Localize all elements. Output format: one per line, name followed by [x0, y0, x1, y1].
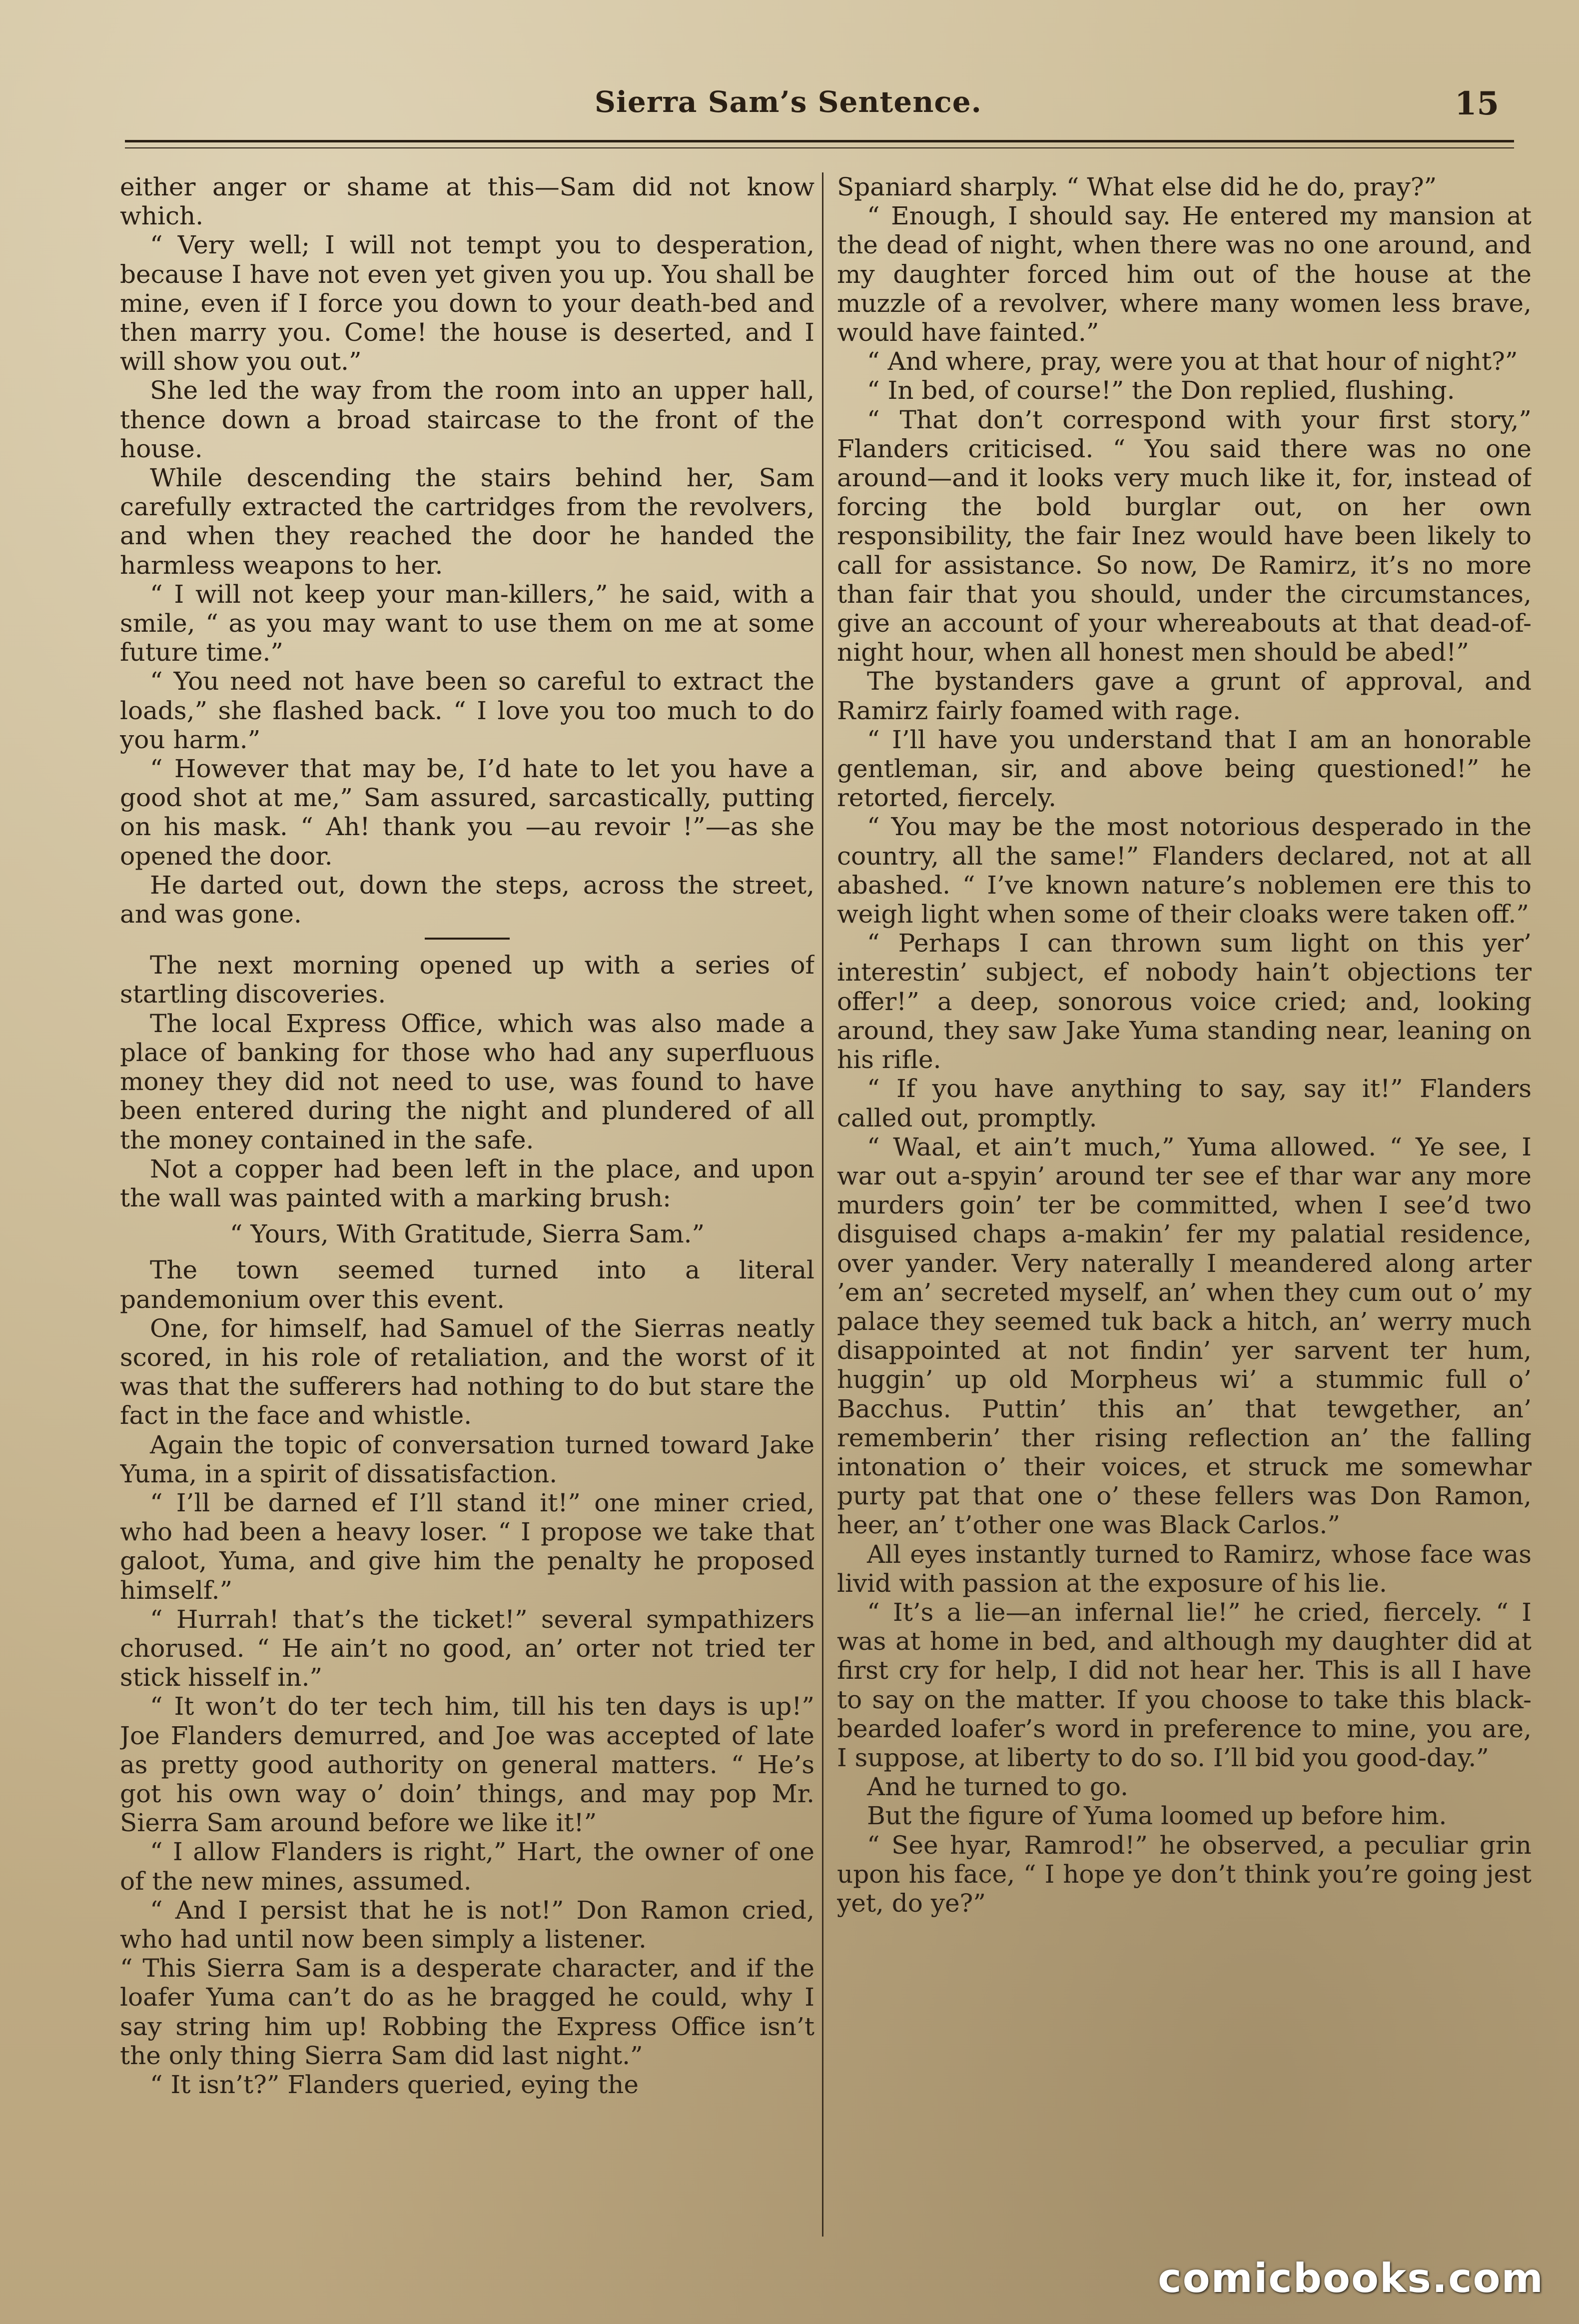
paragraph: But the figure of Yuma loomed up before him.	[867, 1801, 1447, 1831]
paragraph: Not a copper had been left in the place, and upon the wall was painted with a marking brush:	[120, 1154, 814, 1212]
left-section-1	[120, 172, 814, 929]
paragraph: “ It isn’t?” Flanders queried, eying the	[150, 2070, 639, 2099]
left-section-2	[120, 951, 814, 1212]
right-section	[837, 172, 1532, 1918]
paragraph: “ Enough, I should say. He entered my mansion at the dead of night, when there was no one around, and my daughter forced him out of the house at the muzzle of a revolver, where many women less brave, would have fainted.”	[837, 201, 1532, 347]
paragraph: “ It won’t do ter tech him, till his ten days is up!” Joe Flanders demurred, and Joe was accepted of late as pretty good authority on general matters. “ He’s got his own way o’ doin’ things, and may pop Mr. Sierra Sam around before we like it!”	[120, 1692, 814, 1838]
paragraph: “ That don’t correspond with your first story,” Flanders criticised. “ You said there was no one around—and it looks very much like it, for, instead of forcing the bold burglar out, on her own responsibility, the fair Inez would have been likely to call for assistance. So now, De Ramirz, it’s no more than fair that you should, under the circumstances, give an account of your whereabouts at that dead-of-night hour, when all honest men should be abed!”	[837, 405, 1532, 667]
paragraph: He darted out, down the steps, across the street, and was gone.	[120, 870, 814, 929]
site-watermark: comicbooks.com	[1158, 2255, 1544, 2302]
paragraph: “ Hurrah! that’s the ticket!” several sympathizers chorused. “ He ain’t no good, an’ orter not tried ter stick hisself in.”	[120, 1604, 814, 1692]
left-section-3	[120, 1255, 814, 2099]
right-column	[837, 172, 1532, 2237]
paragraph: The town seemed turned into a literal pandemonium over this event.	[120, 1255, 814, 1314]
page-number: 15	[1454, 85, 1499, 122]
paragraph: Again the topic of conversation turned toward Jake Yuma, in a spirit of dissatisfaction.	[120, 1430, 814, 1488]
running-title: Sierra Sam’s Sentence.	[595, 85, 982, 119]
paragraph: “ You need not have been so careful to extract the loads,” she flashed back. “ I love you too much to do you harm.”	[120, 667, 814, 754]
paragraph: Spaniard sharply. “ What else did he do, pray?”	[837, 172, 1437, 201]
paragraph: The local Express Office, which was also made a place of banking for those who had any superfluous money they did not need to use, was found to have been entered during the night and plundered of all the money contained in the safe.	[120, 1009, 814, 1155]
paragraph: either anger or shame at this—Sam did not know which.	[120, 172, 814, 231]
paragraph: “ I allow Flanders is right,” Hart, the owner of one of the new mines, assumed.	[120, 1837, 814, 1896]
paragraph: “ And I persist that he is not!” Don Ramon cried, who had until now been simply a listener.	[120, 1895, 814, 1954]
paragraph: “ However that may be, I’d hate to let you have a good shot at me,” Sam assured, sarcastically, putting on his mask. “ Ah! thank you —au revoir !”—as she opened the door.	[120, 754, 814, 871]
paragraph: “ Waal, et ain’t much,” Yuma allowed. “ Ye see, I war out a-spyin’ around ter see ef thar war any more murders goin’ ter be committed, when I see’d two disguised chaps a-makin’ fer my palatial residence, over yander. Very naterally I meandered along arter ’em an’ secreted myself, an’ when they cum out o’ my palace they seemed tuk back a hitch, an’ werry much disappointed at not findin’ yer sarvent ter hum, huggin’ up old Morpheus wi’ a stummic full o’ Bacchus. Puttin’ this an’ that tewgether, an’ rememberin’ ther rising reflection an’ the falling intonation o’ their voices, et struck me somewhar purty pat that one o’ these fellers was Don Ramon, heer, an’ t’other one was Black Carlos.”	[837, 1132, 1532, 1540]
paragraph: “ And where, pray, were you at that hour of night?”	[867, 347, 1518, 376]
paragraph: “ This Sierra Sam is a desperate character, and if the loafer Yuma can’t do as he bragged he could, why I say string him up! Robbing the Express Office isn’t the only thing Sierra Sam did last night.”	[120, 1954, 814, 2070]
paragraph: The bystanders gave a grunt of approval, and Ramirz fairly foamed with rage.	[837, 667, 1532, 725]
paragraph: And he turned to go.	[867, 1772, 1128, 1802]
paragraph: The next morning opened up with a series of startling discoveries.	[120, 951, 814, 1009]
paragraph: “ I will not keep your man-killers,” he said, with a smile, “ as you may want to use them on me at some future time.”	[120, 579, 814, 667]
paragraph: While descending the stairs behind her, Sam carefully extracted the cartridges from the revolvers, and when they reached the door he handed the harmless weapons to her.	[120, 463, 814, 580]
paragraph: “ I’ll be darned ef I’ll stand it!” one miner cried, who had been a heavy loser. “ I propose we take that galoot, Yuma, and give him the penalty he proposed himself.”	[120, 1488, 814, 1605]
paragraph: “ I’ll have you understand that I am an honorable gentleman, sir, and above being questioned!” he retorted, fiercely.	[837, 725, 1532, 813]
paragraph: One, for himself, had Samuel of the Sierras neatly scored, in his role of retaliation, and the worst of it was that the sufferers had nothing to do but stare the fact in the face and whistle.	[120, 1313, 814, 1430]
paragraph: She led the way from the room into an upper hall, thence down a broad staircase to the front of the house.	[120, 376, 814, 463]
paragraph: “ Perhaps I can thrown sum light on this yer’ interestin’ subject, ef nobody hain’t objections ter offer!” a deep, sonorous voice cried; and, looking around, they saw Jake Yuma standing near, leaning on his rifle.	[837, 929, 1532, 1075]
column-divider	[822, 172, 823, 2237]
paragraph: “ If you have anything to say, say it!” Flanders called out, promptly.	[837, 1074, 1532, 1133]
paragraph: “ In bed, of course!” the Don replied, flushing.	[867, 376, 1455, 405]
paragraph: “ See hyar, Ramrod!” he observed, a peculiar grin upon his face, “ I hope ye don’t think you’re going jest yet, do ye?”	[837, 1830, 1532, 1918]
paragraph: “ It’s a lie—an infernal lie!” he cried, fiercely. “ I was at home in bed, and although my daughter did at first cry for help, I did not hear her. This is all I have to say on the matter. If you choose to take this black-bearded loafer’s word in preference to mine, you are, I suppose, at liberty to do so. I’ll bid you good-day.”	[837, 1597, 1532, 1772]
left-column	[120, 172, 814, 2237]
paragraph: All eyes instantly turned to Ramirz, whose face was livid with passion at the exposure of his lie.	[837, 1539, 1532, 1598]
paragraph: “ Very well; I will not tempt you to desperation, because I have not even yet given you up. You shall be mine, even if I force you down to your death-bed and then marry you. Come! the house is deserted, and I will show you out.”	[120, 230, 814, 376]
section-break-rule	[425, 938, 510, 940]
page-header	[125, 80, 1519, 135]
paragraph: “ You may be the most notorious desperado in the country, all the same!” Flanders declared, not at all abashed. “ I’ve known nature’s noblemen ere this to weigh light when some of their cloaks were taken off.”	[837, 812, 1532, 929]
header-rule	[125, 140, 1514, 148]
express-office-inscription: “ Yours, With Gratitude, Sierra Sam.”	[229, 1219, 705, 1249]
